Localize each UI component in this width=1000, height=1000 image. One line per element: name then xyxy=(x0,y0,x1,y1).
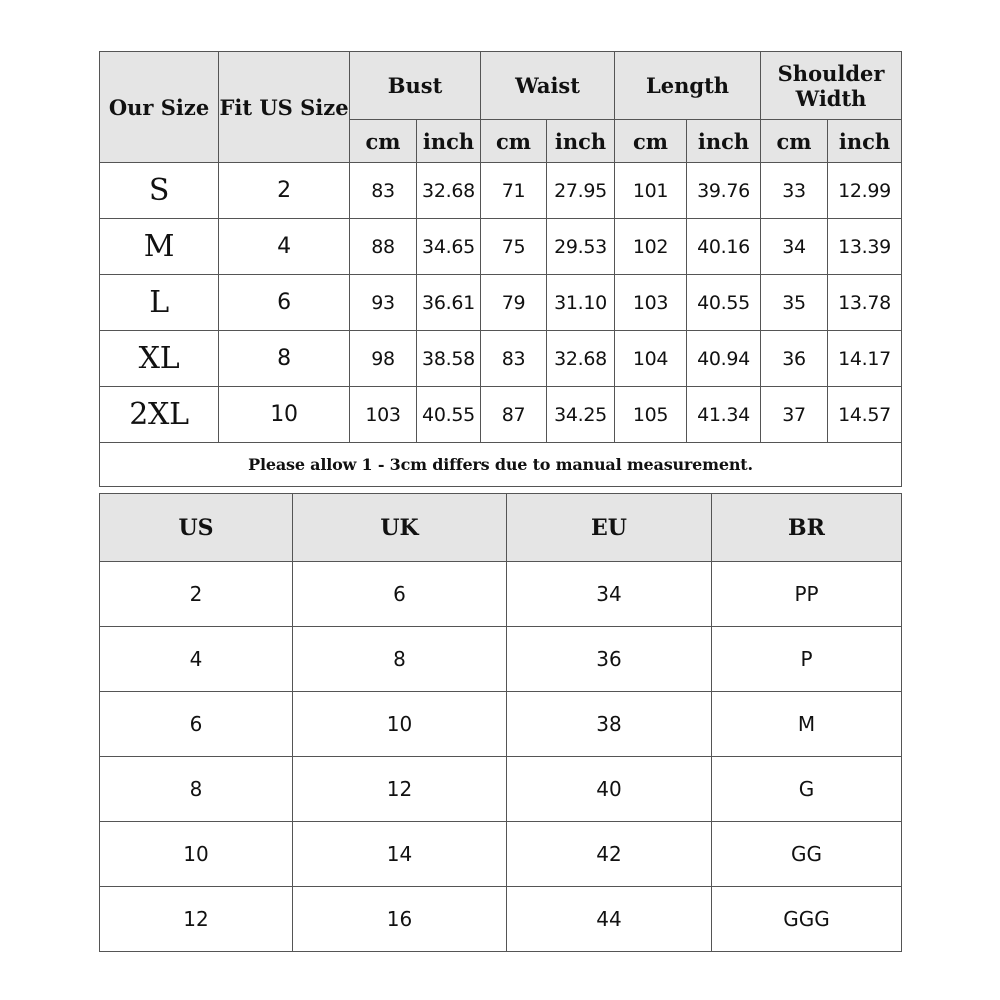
cell-us-size: 10 xyxy=(219,387,350,443)
unit-waist-inch: inch xyxy=(547,120,615,163)
cell-eu: 42 xyxy=(507,822,712,887)
cell-uk: 14 xyxy=(293,822,507,887)
cell-shoulder-inch: 13.78 xyxy=(828,275,902,331)
header-us: US xyxy=(100,494,293,562)
cell-length-inch: 40.94 xyxy=(687,331,761,387)
size-conversion-table xyxy=(99,493,902,952)
cell-bust-cm: 88 xyxy=(350,219,417,275)
cell-shoulder-inch: 13.39 xyxy=(828,219,902,275)
table-row xyxy=(100,822,902,887)
table-row xyxy=(100,757,902,822)
cell-bust-inch: 36.61 xyxy=(417,275,481,331)
cell-eu: 36 xyxy=(507,627,712,692)
cell-bust-inch: 40.55 xyxy=(417,387,481,443)
cell-us: 10 xyxy=(100,822,293,887)
cell-size: L xyxy=(100,275,219,331)
header-uk: UK xyxy=(293,494,507,562)
cell-bust-cm: 98 xyxy=(350,331,417,387)
cell-shoulder-inch: 14.57 xyxy=(828,387,902,443)
cell-us: 8 xyxy=(100,757,293,822)
cell-length-cm: 105 xyxy=(615,387,687,443)
cell-us-size: 8 xyxy=(219,331,350,387)
table-row xyxy=(100,692,902,757)
cell-us: 12 xyxy=(100,887,293,952)
cell-br: GGG xyxy=(712,887,902,952)
cell-waist-inch: 32.68 xyxy=(547,331,615,387)
header-br: BR xyxy=(712,494,902,562)
cell-length-cm: 103 xyxy=(615,275,687,331)
header-bust: Bust xyxy=(350,52,481,120)
cell-waist-inch: 34.25 xyxy=(547,387,615,443)
cell-us-size: 4 xyxy=(219,219,350,275)
cell-us: 6 xyxy=(100,692,293,757)
cell-length-cm: 101 xyxy=(615,163,687,219)
unit-bust-cm: cm xyxy=(350,120,417,163)
header-shoulder-width-line1: Shoulder xyxy=(777,60,885,86)
cell-uk: 10 xyxy=(293,692,507,757)
cell-length-inch: 39.76 xyxy=(687,163,761,219)
header-our-size: Our Size xyxy=(100,52,219,163)
unit-bust-inch: inch xyxy=(417,120,481,163)
table-row xyxy=(100,163,902,219)
header-length: Length xyxy=(615,52,761,120)
cell-br: P xyxy=(712,627,902,692)
cell-br: GG xyxy=(712,822,902,887)
header-waist: Waist xyxy=(481,52,615,120)
cell-eu: 38 xyxy=(507,692,712,757)
cell-shoulder-cm: 34 xyxy=(761,219,828,275)
header-eu: EU xyxy=(507,494,712,562)
cell-bust-cm: 83 xyxy=(350,163,417,219)
cell-eu: 44 xyxy=(507,887,712,952)
table-row xyxy=(100,331,902,387)
cell-bust-inch: 34.65 xyxy=(417,219,481,275)
cell-waist-cm: 83 xyxy=(481,331,547,387)
unit-length-inch: inch xyxy=(687,120,761,163)
measurement-note: Please allow 1 - 3cm differs due to manual measurement. xyxy=(100,443,902,487)
cell-br: G xyxy=(712,757,902,822)
cell-waist-inch: 31.10 xyxy=(547,275,615,331)
unit-length-cm: cm xyxy=(615,120,687,163)
cell-bust-cm: 93 xyxy=(350,275,417,331)
cell-size: 2XL xyxy=(100,387,219,443)
cell-waist-cm: 79 xyxy=(481,275,547,331)
cell-uk: 12 xyxy=(293,757,507,822)
unit-shoulder-inch: inch xyxy=(828,120,902,163)
cell-us-size: 2 xyxy=(219,163,350,219)
cell-us: 2 xyxy=(100,562,293,627)
table-row xyxy=(100,387,902,443)
cell-length-cm: 102 xyxy=(615,219,687,275)
cell-length-inch: 40.16 xyxy=(687,219,761,275)
cell-bust-inch: 38.58 xyxy=(417,331,481,387)
cell-shoulder-cm: 35 xyxy=(761,275,828,331)
cell-length-inch: 40.55 xyxy=(687,275,761,331)
table-row xyxy=(100,275,902,331)
cell-uk: 8 xyxy=(293,627,507,692)
measurement-note-row xyxy=(100,443,902,487)
cell-bust-inch: 32.68 xyxy=(417,163,481,219)
cell-shoulder-cm: 36 xyxy=(761,331,828,387)
size-chart-table xyxy=(99,51,902,487)
cell-br: PP xyxy=(712,562,902,627)
cell-length-cm: 104 xyxy=(615,331,687,387)
size-chart-header-row xyxy=(100,52,902,120)
cell-shoulder-inch: 14.17 xyxy=(828,331,902,387)
unit-waist-cm: cm xyxy=(481,120,547,163)
cell-waist-cm: 87 xyxy=(481,387,547,443)
cell-br: M xyxy=(712,692,902,757)
header-shoulder-width xyxy=(761,52,902,120)
header-shoulder-width-line2: Width xyxy=(795,85,867,111)
cell-us-size: 6 xyxy=(219,275,350,331)
cell-waist-inch: 27.95 xyxy=(547,163,615,219)
cell-uk: 6 xyxy=(293,562,507,627)
cell-bust-cm: 103 xyxy=(350,387,417,443)
table-row xyxy=(100,887,902,952)
cell-shoulder-inch: 12.99 xyxy=(828,163,902,219)
cell-waist-cm: 71 xyxy=(481,163,547,219)
table-row xyxy=(100,627,902,692)
cell-eu: 34 xyxy=(507,562,712,627)
header-fit-us-size: Fit US Size xyxy=(219,52,350,163)
cell-size: XL xyxy=(100,331,219,387)
cell-shoulder-cm: 37 xyxy=(761,387,828,443)
cell-eu: 40 xyxy=(507,757,712,822)
cell-uk: 16 xyxy=(293,887,507,952)
cell-size: S xyxy=(100,163,219,219)
table-row xyxy=(100,219,902,275)
table-row xyxy=(100,562,902,627)
unit-shoulder-cm: cm xyxy=(761,120,828,163)
cell-waist-cm: 75 xyxy=(481,219,547,275)
cell-shoulder-cm: 33 xyxy=(761,163,828,219)
cell-size: M xyxy=(100,219,219,275)
cell-waist-inch: 29.53 xyxy=(547,219,615,275)
cell-us: 4 xyxy=(100,627,293,692)
conversion-header-row xyxy=(100,494,902,562)
cell-length-inch: 41.34 xyxy=(687,387,761,443)
